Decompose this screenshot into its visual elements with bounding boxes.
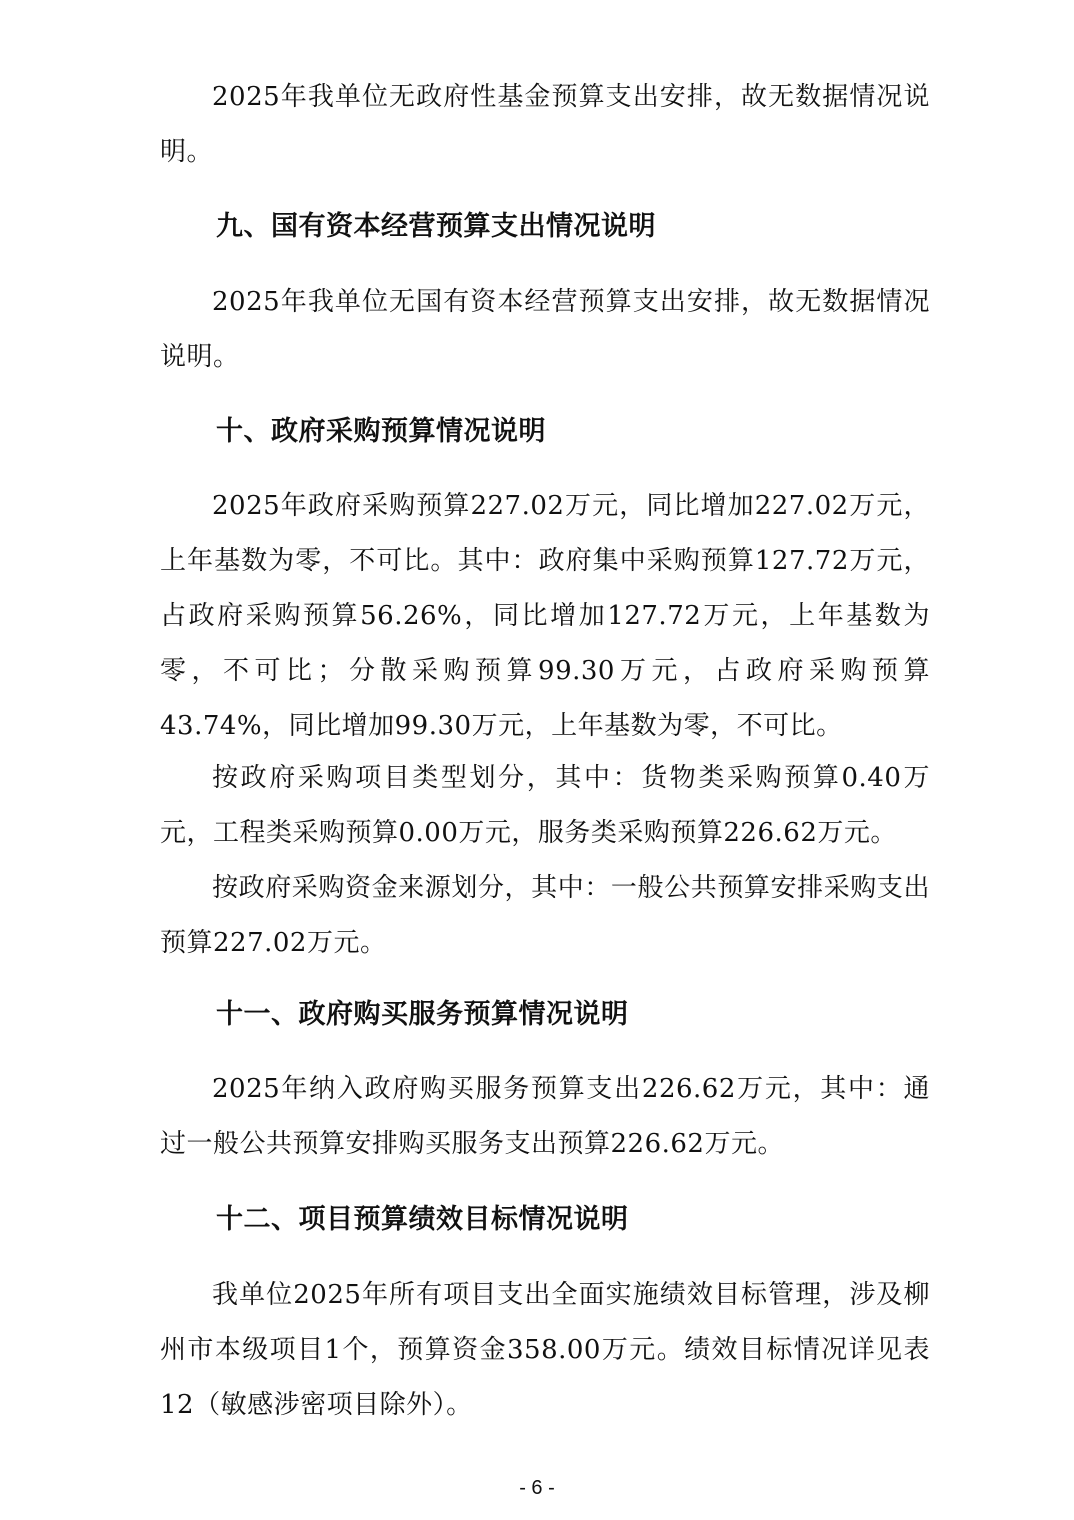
- purchase-services-paragraph: 2025年纳入政府购买服务预算支出226.62万元，其中：通过一般公共预算安排购买服务支出预算226.62万元。: [160, 1074, 930, 1159]
- procurement-paragraph-2: 按政府采购项目类型划分，其中：货物类采购预算0.40万元，工程类采购预算0.00万元，服务类采购预算226.62万元。: [160, 763, 930, 848]
- section-10-heading: 十、政府采购预算情况说明: [216, 416, 546, 447]
- section-12-heading: 十二、项目预算绩效目标情况说明: [216, 1204, 629, 1235]
- performance-paragraph: 我单位2025年所有项目支出全面实施绩效目标管理，涉及柳州市本级项目1个，预算资金358.00万元。绩效目标情况详见表12（敏感涉密项目除外）。: [160, 1280, 930, 1420]
- section-11-heading: 十一、政府购买服务预算情况说明: [216, 999, 629, 1030]
- page-number: - 6 -: [519, 1477, 555, 1499]
- state-capital-paragraph: 2025年我单位无国有资本经营预算支出安排，故无数据情况说明。: [160, 287, 930, 372]
- procurement-paragraph-1: 2025年政府采购预算227.02万元，同比增加227.02万元，上年基数为零，不可比。其中：政府集中采购预算127.72万元，占政府采购预算56.26%，同比增加127.72万元，上年基数为零，不可比；分散采购预算99.30万元，占政府采购预算43.74%，同比增加99.30万元，上年基数为零，不可比。: [160, 491, 930, 741]
- procurement-paragraph-3: 按政府采购资金来源划分，其中：一般公共预算安排采购支出预算227.02万元。: [160, 873, 930, 958]
- section-9-heading: 九、国有资本经营预算支出情况说明: [216, 211, 656, 242]
- gov-fund-tail-paragraph: 2025年我单位无政府性基金预算支出安排，故无数据情况说明。: [160, 82, 930, 167]
